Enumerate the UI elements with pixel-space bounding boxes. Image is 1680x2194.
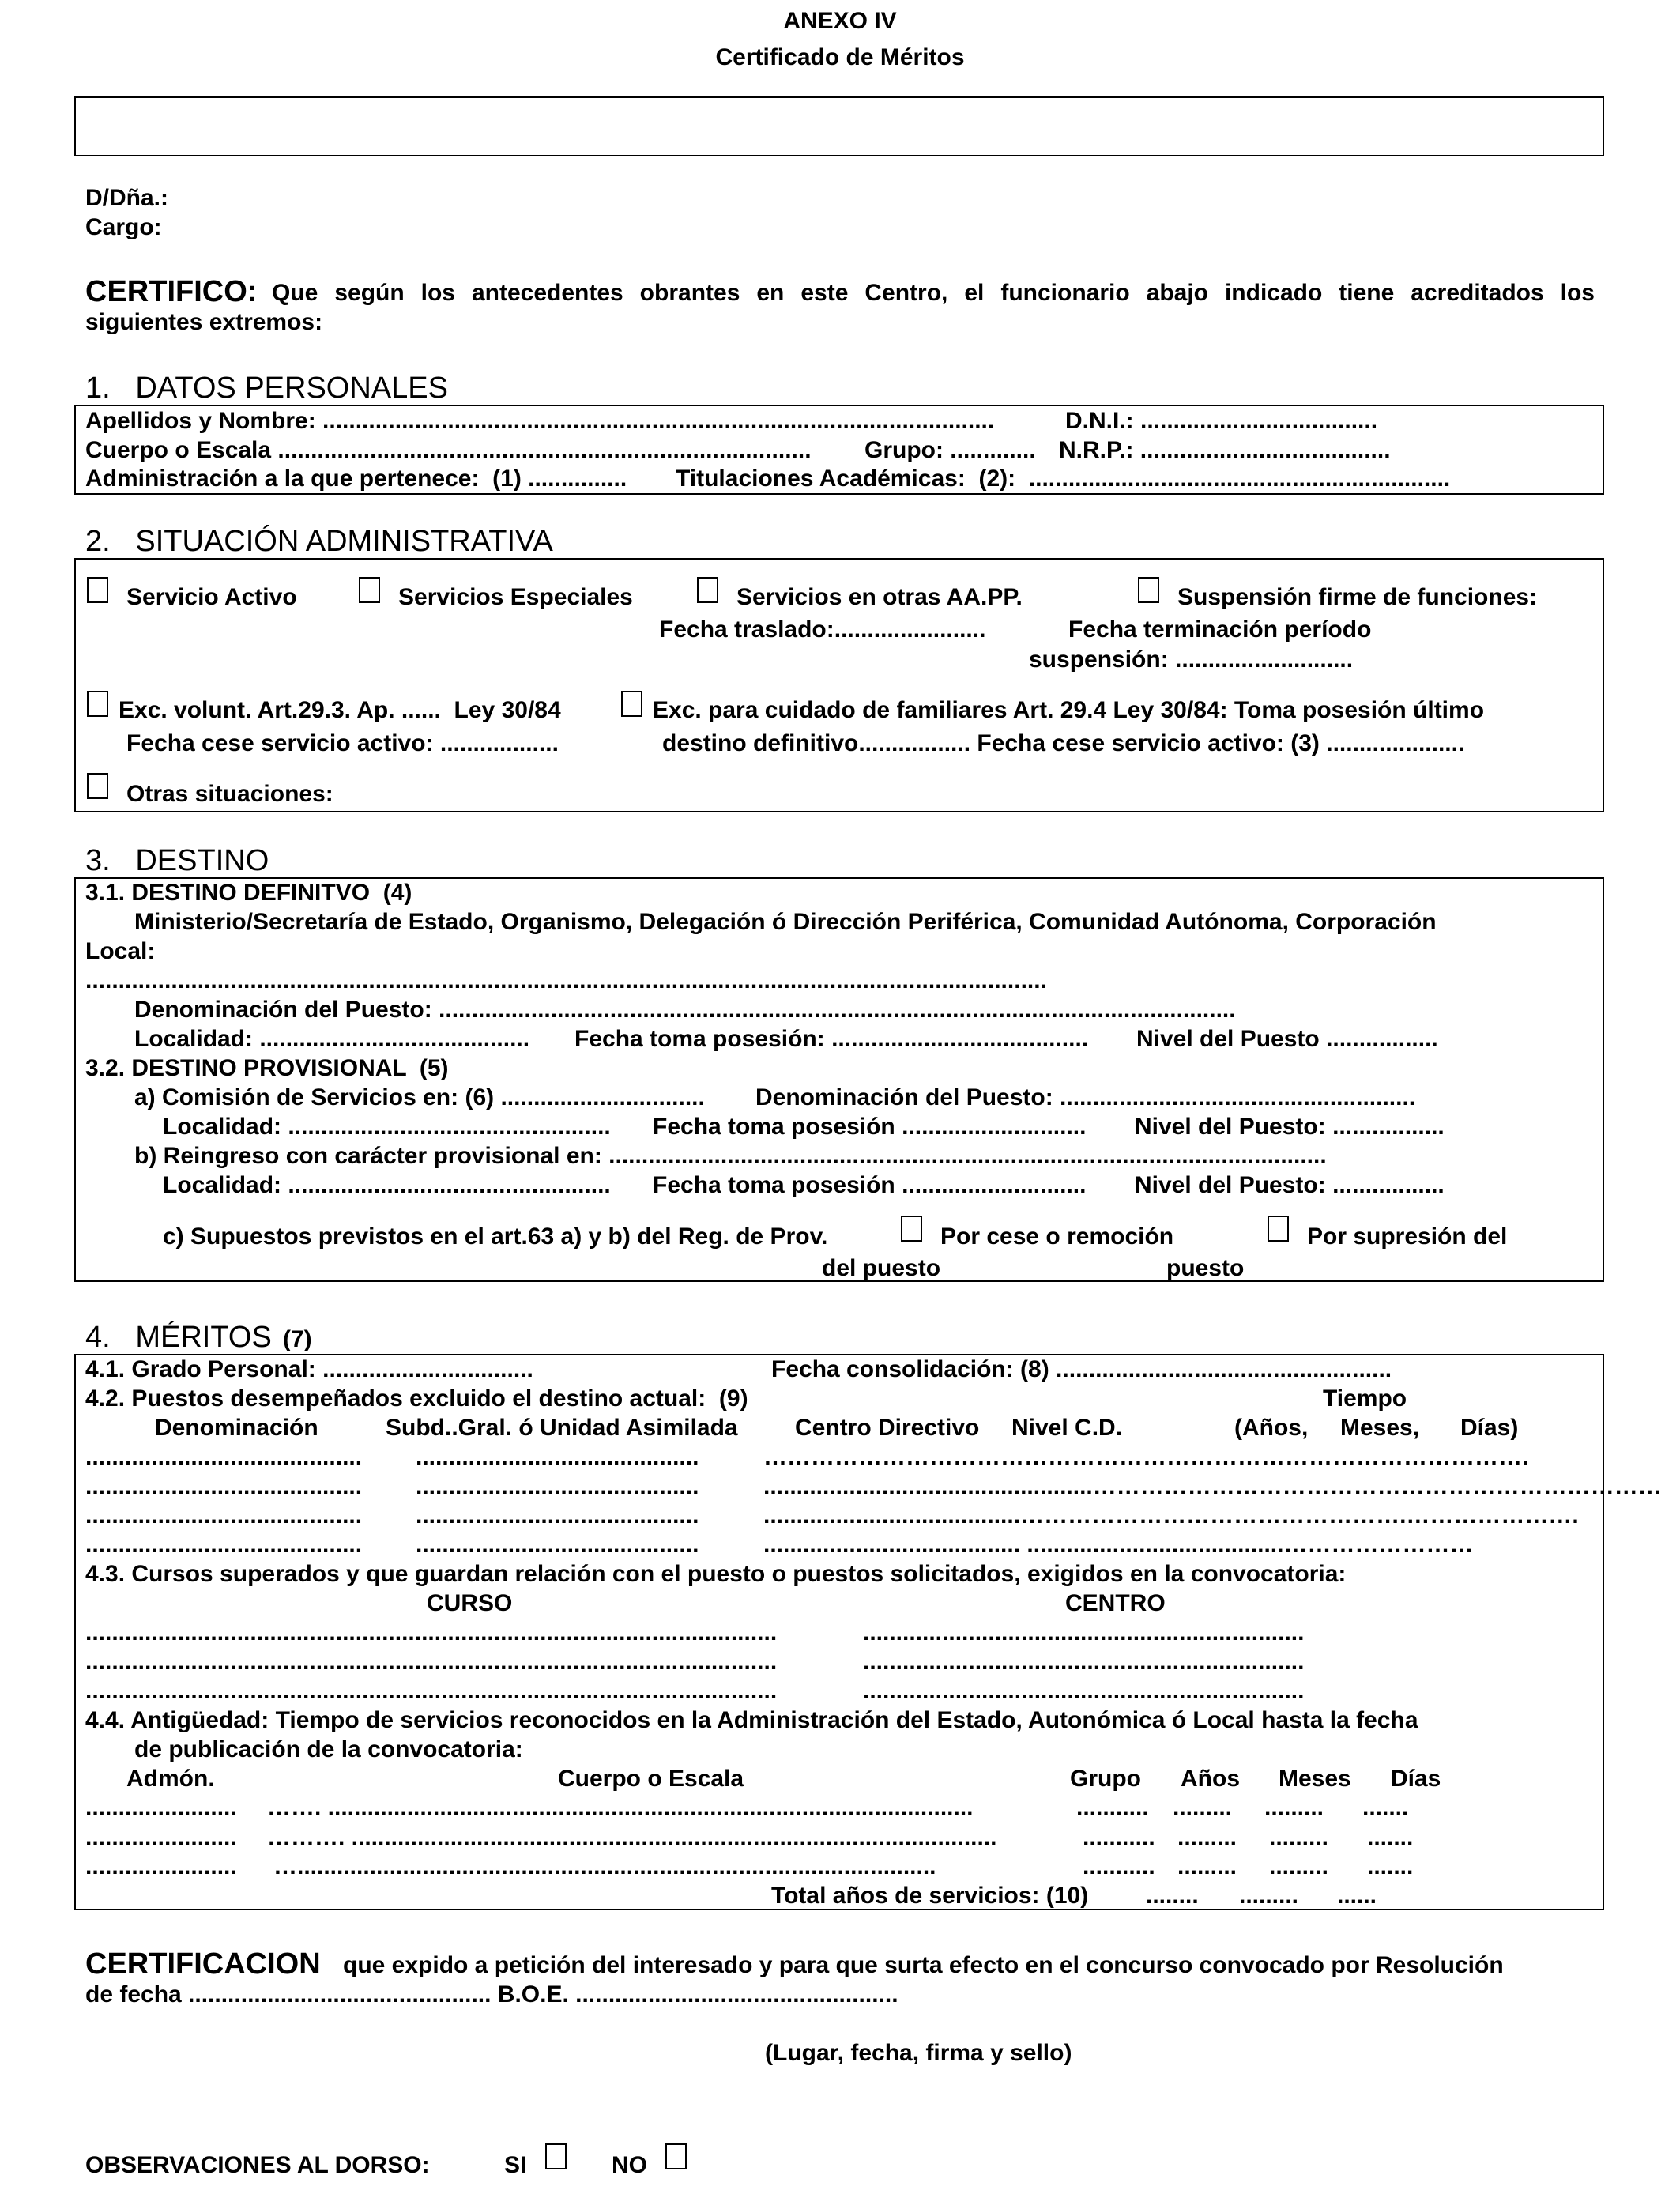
antiguedad-row-cell[interactable]: ....... [1367, 1824, 1414, 1850]
ministerio-label: Ministerio/Secretaría de Estado, Organismo, Delegación ó Dirección Periférica, Comunidad Autónoma, Corporación [134, 909, 1437, 935]
curso-row-cell[interactable]: ................................................................... [863, 1619, 1305, 1646]
certificacion-text-line2[interactable]: de fecha .............................................. B.O.E. ................................................. [85, 1981, 898, 2007]
servicios-otras-aapp-checkbox[interactable] [697, 577, 718, 603]
localidad-reingreso-field[interactable]: Localidad: ................................................. [163, 1172, 611, 1198]
cursos-label: 4.3. Cursos superados y que guardan relación con el puesto o puestos solicitados, exigidos en la convocatoria: [85, 1561, 1347, 1587]
suspension-field[interactable]: suspensión: ........................... [1029, 647, 1354, 673]
antiguedad-row-cell[interactable]: ....................... [85, 1824, 237, 1850]
no-label: NO [612, 2152, 647, 2178]
col-centro: Centro Directivo [795, 1415, 980, 1441]
certificacion-word: CERTIFICACION [85, 1947, 321, 1981]
col-admon: Admón. [126, 1766, 215, 1792]
antiguedad-row-cell[interactable]: ......... [1264, 1795, 1324, 1821]
col-meses2: Meses [1279, 1766, 1351, 1792]
antiguedad-row-cell[interactable]: ……. .................................................................................................. [267, 1795, 974, 1821]
antiguedad-row-cell[interactable]: ......... [1269, 1824, 1329, 1850]
grado-personal-field[interactable]: 4.1. Grado Personal: ................................ [85, 1356, 533, 1382]
antiguedad-row-cell[interactable]: ....... [1362, 1795, 1409, 1821]
antiguedad-row-cell[interactable]: ....... [1367, 1853, 1414, 1879]
col-grupo: Grupo [1070, 1766, 1141, 1792]
antiguedad-row-cell[interactable]: ......... [1269, 1853, 1329, 1879]
si-label: SI [504, 2152, 527, 2178]
supresion-label: Por supresión del [1307, 1223, 1508, 1250]
si-checkbox[interactable] [545, 2143, 567, 2169]
administracion-field[interactable]: Administración a la que pertenece: (1) ............... [85, 466, 627, 492]
puesto-row-cell[interactable]: ........................................... [416, 1502, 699, 1529]
cese-remocion-checkbox[interactable] [901, 1216, 922, 1242]
cuerpo-field[interactable]: Cuerpo o Escala ................................................................................. [85, 437, 812, 463]
supuestos-label: c) Supuestos previstos en el art.63 a) y b) del Reg. de Prov. [163, 1223, 828, 1250]
fecha-traslado-field[interactable]: Fecha traslado:....................... [659, 616, 986, 643]
curso-row-cell[interactable]: ......................................................................................................... [85, 1619, 778, 1646]
col-meses: Meses, [1340, 1415, 1420, 1441]
no-checkbox[interactable] [665, 2143, 687, 2169]
antiguedad-row-cell[interactable]: ........... [1083, 1853, 1155, 1879]
section4-title: 4. MÉRITOS [85, 1321, 272, 1354]
puesto-row-cell[interactable]: .......................................... [85, 1532, 363, 1558]
servicio-activo-checkbox[interactable] [87, 577, 108, 603]
puesto-row-cell[interactable]: .......................................………………………………………….…………………. [763, 1502, 1579, 1529]
cese-remocion-label: Por cese o remoción [940, 1223, 1174, 1250]
puestos-desempenados-label: 4.2. Puestos desempeñados excluido el destino actual: (9) [85, 1385, 748, 1412]
fecha-toma-reingreso-field[interactable]: Fecha toma posesión ............................ [653, 1172, 1087, 1198]
total-anios-field[interactable]: ........ [1146, 1883, 1199, 1909]
puesto-row-cell[interactable]: ....................................... .......................................…………………… [763, 1532, 1474, 1558]
col-denominacion: Denominación [155, 1415, 318, 1441]
section3-title: 3. DESTINO [85, 844, 269, 877]
antiguedad-row-cell[interactable]: ........... [1076, 1795, 1149, 1821]
antiguedad-row-cell[interactable]: ....................... [85, 1853, 237, 1879]
del-puesto-label: del puesto [822, 1255, 941, 1281]
localidad-field[interactable]: Localidad: ......................................... [134, 1026, 530, 1052]
nivel-puesto-prov-field[interactable]: Nivel del Puesto: ................. [1135, 1114, 1445, 1140]
suspension-checkbox[interactable] [1138, 577, 1159, 603]
antiguedad-row-cell[interactable]: ........... [1083, 1824, 1155, 1850]
titulaciones-field[interactable]: Titulaciones Académicas: (2): ................................................................ [676, 466, 1451, 492]
servicios-especiales-checkbox[interactable] [359, 577, 380, 603]
fecha-cese-field[interactable]: Fecha cese servicio activo: .................. [126, 730, 559, 756]
dona-label: D/Dña.: [85, 185, 168, 211]
col-curso: CURSO [427, 1590, 513, 1616]
otras-situaciones-checkbox[interactable] [87, 773, 108, 799]
col-dias: Días) [1460, 1415, 1519, 1441]
antiguedad-row-cell[interactable]: ......... [1177, 1824, 1237, 1850]
antiguedad-row-cell[interactable]: ......... [1177, 1853, 1237, 1879]
col-anios: (Años, [1234, 1415, 1309, 1441]
curso-row-cell[interactable]: ................................................................... [863, 1678, 1305, 1704]
puesto-row-cell[interactable]: ........................................... [416, 1532, 699, 1558]
col-dias2: Días [1391, 1766, 1441, 1792]
certifico-word: CERTIFICO: [85, 275, 258, 308]
local-label: Local: [85, 938, 156, 964]
exc-cuidado-checkbox[interactable] [621, 691, 642, 717]
section2-title: 2. SITUACIÓN ADMINISTRATIVA [85, 525, 553, 558]
puesto-row-cell[interactable]: ........................................... [416, 1444, 699, 1470]
servicios-especiales-label: Servicios Especiales [398, 584, 633, 610]
fecha-terminacion-label: Fecha terminación período [1068, 616, 1372, 643]
destino-definitivo-field[interactable]: destino definitivo................. Fecha cese servicio activo: (3) ..................... [662, 730, 1465, 756]
grupo-field[interactable]: Grupo: ............. [864, 437, 1036, 463]
cargo-label: Cargo: [85, 214, 162, 240]
exc-volunt-checkbox[interactable] [87, 691, 108, 717]
nrp-field[interactable]: N.R.P.: ...................................... [1059, 437, 1391, 463]
puesto-row-cell[interactable]: ……………………………………………………………………………………. [763, 1444, 1529, 1470]
suspension-label: Suspensión firme de funciones: [1177, 584, 1538, 610]
fecha-consolidacion-field[interactable]: Fecha consolidación: (8) ................................................... [771, 1356, 1392, 1382]
observaciones-label: OBSERVACIONES AL DORSO: [85, 2152, 430, 2178]
certifico-text-line1: Que según los antecedentes obrantes en este Centro, el funcionario abajo indicado tiene acreditados los [272, 280, 1595, 306]
col-nivel: Nivel C.D. [1011, 1415, 1123, 1441]
antiguedad-label2: de publicación de la convocatoria: [134, 1736, 523, 1762]
exc-volunt-label: Exc. volunt. Art.29.3. Ap. ...... Ley 30/84 [119, 697, 561, 723]
col-anios2: Años [1181, 1766, 1240, 1792]
puesto-label: puesto [1166, 1255, 1245, 1281]
col-subd: Subd..Gral. ó Unidad Asimilada [386, 1415, 738, 1441]
total-dias-field[interactable]: ...... [1337, 1883, 1377, 1909]
denominacion-puesto-field[interactable]: Denominación del Puesto: ......................................................................................................................... [134, 997, 1236, 1023]
localidad-prov-field[interactable]: Localidad: ................................................. [163, 1114, 611, 1140]
col-centro2: CENTRO [1065, 1590, 1166, 1616]
puesto-row-cell[interactable]: .......................................... [85, 1473, 363, 1499]
section4-ref: (7) [283, 1326, 312, 1352]
firma-label: (Lugar, fecha, firma y sello) [765, 2040, 1072, 2066]
antiguedad-row-cell[interactable]: ......... [1173, 1795, 1233, 1821]
curso-row-cell[interactable]: ......................................................................................................... [85, 1649, 778, 1675]
section1-title: 1. DATOS PERSONALES [85, 371, 448, 405]
puesto-row-cell[interactable]: ........................................... [416, 1473, 699, 1499]
supresion-checkbox[interactable] [1268, 1216, 1289, 1242]
otras-situaciones-label: Otras situaciones: [126, 781, 333, 807]
page-title: Certificado de Méritos [715, 44, 965, 70]
apellidos-field[interactable]: Apellidos y Nombre: ...................................................................................................... [85, 408, 995, 434]
tiempo-header: Tiempo [1323, 1385, 1407, 1412]
col-cuerpo: Cuerpo o Escala [558, 1766, 744, 1792]
total-meses-field[interactable]: ......... [1239, 1883, 1299, 1909]
antiguedad-label: 4.4. Antigüedad: Tiempo de servicios reconocidos en la Administración del Estado, Autonómica ó Local hasta la fecha [85, 1707, 1418, 1733]
nivel-puesto-reingreso-field[interactable]: Nivel del Puesto: ................. [1135, 1172, 1445, 1198]
antiguedad-row-cell[interactable]: ………. .................................................................................................. [267, 1824, 997, 1850]
puesto-row-cell[interactable]: .......................................... [85, 1502, 363, 1529]
destino-provisional-heading: 3.2. DESTINO PROVISIONAL (5) [85, 1055, 449, 1081]
total-anios-label: Total años de servicios: (10) [771, 1883, 1089, 1909]
destino-definitivo-heading: 3.1. DESTINO DEFINITVO (4) [85, 880, 412, 906]
denominacion-puesto-prov-field[interactable]: Denominación del Puesto: ...................................................... [755, 1084, 1416, 1110]
header-blank-box[interactable] [74, 96, 1604, 156]
puesto-row-cell[interactable]: .......................................... [85, 1444, 363, 1470]
antiguedad-row-cell[interactable]: …................................................................................................. [273, 1853, 936, 1879]
puesto-row-cell[interactable]: ..................................................……………………………………………………………… [763, 1473, 1662, 1499]
destino-definitivo-field[interactable]: .................................................................................................................................................. [85, 967, 1047, 993]
annex-label: ANEXO IV [783, 8, 897, 34]
servicios-otras-aapp-label: Servicios en otras AA.PP. [736, 584, 1023, 610]
curso-row-cell[interactable]: ......................................................................................................... [85, 1678, 778, 1704]
certifico-text-line2: siguientes extremos: [85, 309, 323, 335]
dni-field[interactable]: D.N.I.: .................................... [1065, 408, 1378, 434]
servicio-activo-label: Servicio Activo [126, 584, 297, 610]
curso-row-cell[interactable]: ................................................................... [863, 1649, 1305, 1675]
comision-servicios-field[interactable]: a) Comisión de Servicios en: (6) ............................... [134, 1084, 705, 1110]
fecha-toma-prov-field[interactable]: Fecha toma posesión ............................ [653, 1114, 1087, 1140]
reingreso-field[interactable]: b) Reingreso con carácter provisional en: ............................................................................................................. [134, 1143, 1327, 1169]
fecha-toma-posesion-field[interactable]: Fecha toma posesión: ....................................... [574, 1026, 1089, 1052]
exc-cuidado-label: Exc. para cuidado de familiares Art. 29.4 Ley 30/84: Toma posesión último [653, 697, 1485, 723]
antiguedad-row-cell[interactable]: ....................... [85, 1795, 237, 1821]
certificacion-text-line1: que expido a petición del interesado y para que surta efecto en el concurso convocado por Resolución [343, 1952, 1504, 1978]
nivel-puesto-field[interactable]: Nivel del Puesto ................. [1136, 1026, 1438, 1052]
